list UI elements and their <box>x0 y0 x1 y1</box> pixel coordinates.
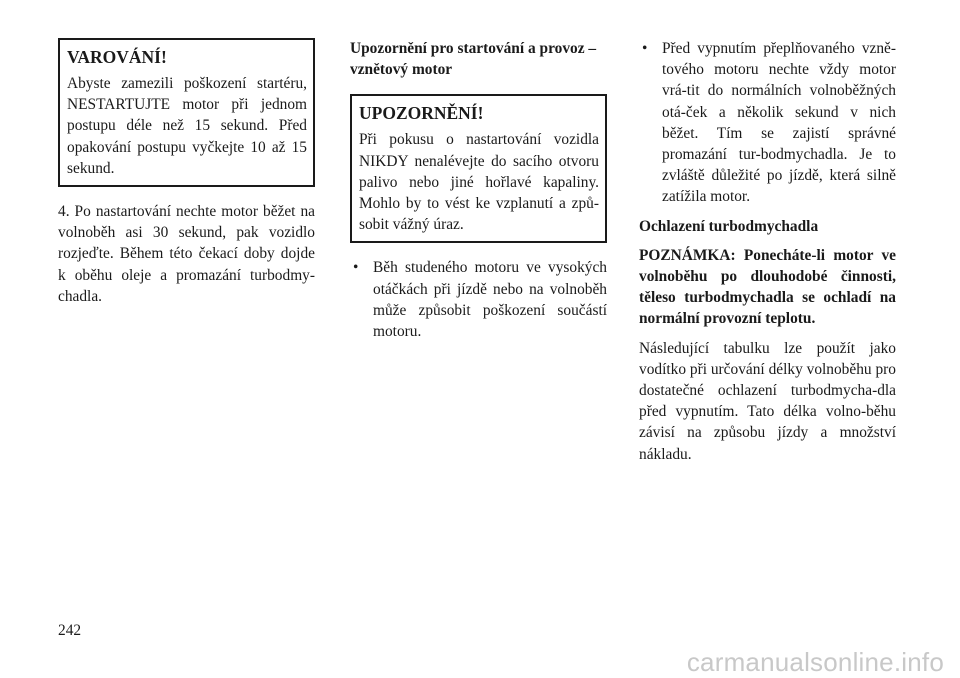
step-4-text: 4. Po nastartování nechte motor běžet na volnoběh asi 30 sekund, pak vozidlo rozjeďte. Během této čekací doby dojde k oběhu oleje a promazání turbodmy-chadla. <box>58 203 315 305</box>
bullet-item <box>350 257 607 342</box>
caution-title: UPOZORNĚNÍ! <box>359 103 484 124</box>
bullet-marker: • <box>642 40 648 57</box>
warning-box <box>58 38 315 187</box>
section-heading: Upozornění pro startování a provoz – vznětový motor <box>350 40 597 79</box>
warning-title: VAROVÁNÍ! <box>67 47 167 67</box>
column-middle <box>350 38 607 350</box>
bullet-text: Před vypnutím přeplňovaného vzně-tového motoru nechte vždy motor vrá-tit do normálních volnoběžných otá-ček a několik sekund v nich běžet. Tím se zajistí správné promazání tur-bodmychadla. Je to zvláště důležité po jízdě, která silně zatížila motor. <box>662 40 896 206</box>
watermark-text: carmanualsonline.info <box>686 647 944 677</box>
column-left <box>58 38 315 315</box>
bullet-marker: • <box>353 259 359 277</box>
page-number: 242 <box>58 622 82 639</box>
bullet-text: Běh studeného motoru ve vysokých otáčkách při jízdě nebo na volnoběh může způsobit poškození součástí motoru. <box>373 259 607 341</box>
caution-box <box>350 94 607 243</box>
column-right <box>639 38 896 473</box>
body-paragraph: Následující tabulku lze použít jako vodítko při určování délky volnoběhu pro dostatečné ochlazení turbodmycha-dla před vypnutím. Tato délka volno-běhu závisí na způsobu jízdy a množství nákladu. <box>639 339 896 463</box>
caution-text: Při pokusu o nastartování vozidla NIKDY nenalévejte do sacího otvoru palivo nebo jiné hořlavé kapaliny. Mohlo by to vést ke vzplanutí a způ-sobit vážný úraz. <box>359 131 599 234</box>
subheading: Ochlazení turbodmychadla <box>639 217 819 235</box>
warning-text: Abyste zamezili poškození startéru, NESTARTUJTE motor při jednom postupu déle než 15 sekund. Před opakování postupu vyčkejte 10 až 15 sekund. <box>67 75 307 177</box>
note-text: POZNÁMKA: Ponecháte-li motor ve volnoběhu po dlouhodobé činnosti, těleso turbodmychadla se ochladí na normální provozní teplotu. <box>639 246 896 328</box>
bullet-item <box>639 38 896 208</box>
